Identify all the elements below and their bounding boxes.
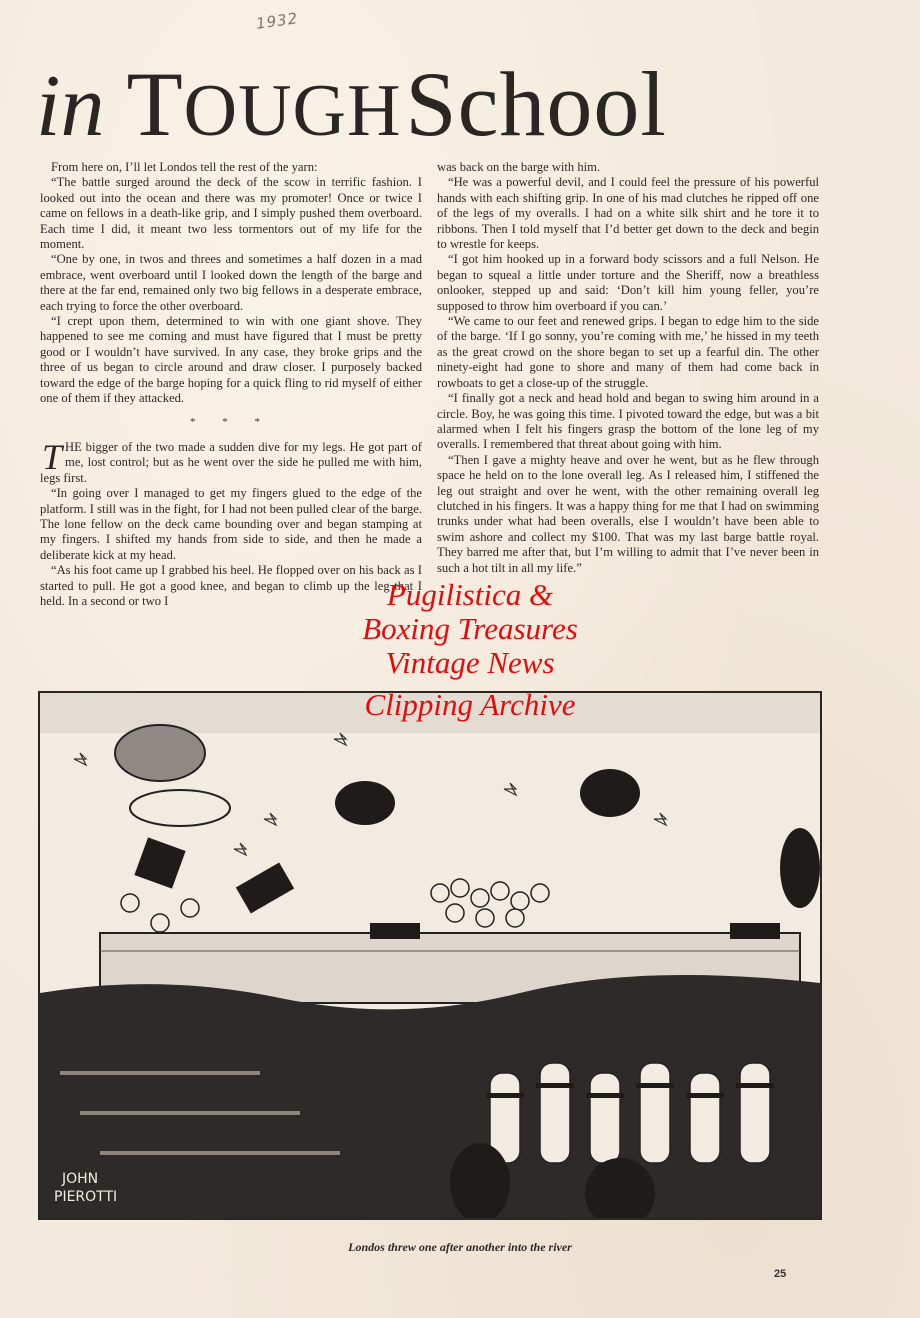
title-word-school: School <box>405 53 667 155</box>
paragraph: “I crept upon them, determined to win with one giant shove. They happened to see me coming and must have figured that I must be pretty good or I wouldn’t have survived. In any case, they broke grips and the three of us began to circle around and draw closer. I purposely backed toward the edge of the barge hoping for a quick fling to rid myself of either one of them if they attacked. <box>40 314 422 406</box>
drop-cap: T <box>42 436 63 477</box>
watermark-line: Pugilistica & <box>386 577 554 612</box>
cartoon-drawing <box>40 693 820 1218</box>
watermark-line: Vintage News <box>385 645 555 680</box>
handwritten-year-note: 1932 <box>254 9 300 33</box>
title-initial: T <box>126 53 184 155</box>
paragraph-continuation: was back on the barge with him. <box>437 160 601 174</box>
paragraph: “One by one, in twos and threes and sometimes a half dozen in a mad embrace, went overboard until I looked down the length of the barge and there at the far end, remained only two big fellows in a desperate embrace, each trying to force the other overboard. <box>40 252 422 313</box>
watermark-line: Boxing Treasures <box>362 611 578 646</box>
title-word-tough <box>126 53 401 155</box>
cartoon-illustration <box>38 691 822 1220</box>
title-prefix: in <box>36 58 105 155</box>
right-text-column <box>437 160 819 576</box>
paragraph: “He was a powerful devil, and I could feel the pressure of his powerful hands with each shifting grip. In one of his mad clutches he ripped off one of the legs of my overalls. I had on a white silk shirt and he tore it to ribbons. Then I told myself that I’d better get down to the deck and begin to wrestle for keeps. <box>437 175 819 252</box>
section-break: * * * <box>190 415 272 428</box>
signature-line1: JOHN <box>62 1171 99 1187</box>
paragraph: From here on, I’ll let Londos tell the rest of the yarn: <box>51 160 318 174</box>
paragraph: “I finally got a neck and head hold and began to swing him around in a circle. Boy, he was going this time. I pivoted toward the edge, but was a bit alarmed when I felt his fingers grasp the bottom of the lone leg of my overalls. I remembered that threat about going with him. <box>437 391 819 452</box>
article-title <box>36 53 836 158</box>
page-number: 25 <box>774 1268 787 1280</box>
paragraph: “In going over I managed to get my fingers glued to the edge of the platform. I still was in the fight, for I had not been pulled clear of the barge. The lone fellow on the deck came bounding over and began stamping at my fingers. I shifted my hands from side to side, and then he made a deliberate kick at my head. <box>40 486 422 562</box>
paragraph: “The battle surged around the deck of the scow in terrific fashion. I looked out into the ocean and there was my promoter! Once or twice I came on fellows in a death-like grip, and I simply pushed them overboard. Each time I did, it meant two less tormentors out of my life for the moment. <box>40 175 422 252</box>
title-smallcaps: OUGH <box>183 70 402 152</box>
paragraph: “I got him hooked up in a forward body scissors and a full Nelson. He began to squeal a little under torture and the Sheriff, now a breathless onlooker, stepped up and said: ‘Don’t kill him young feller, you’re supposed to throw him overboard if you can.’ <box>437 252 819 313</box>
dropcap-paragraph-text: HE bigger of the two made a sudden dive for my legs. He got part of me, lost control; but as he went over the side he pulled me with him, legs first. <box>40 439 422 485</box>
illustration-caption: Londos threw one after another into the river <box>348 1240 572 1254</box>
paragraph: “Then I gave a mighty heave and over he went, but as he flew through space he held on to the lone overall leg. As I released him, I stiffened the leg out straight and over he went, with the other remaining overall leg clutched in his fingers. It was a happy thing for me that I had on swimming trunks under what had been overalls, else I wouldn’t have been able to swim ashore and collect my $100. That was my last barge battle royal. They barred me after that, but I’m willing to admit that I’ve never been in such a hot tilt in all my life.” <box>437 452 819 575</box>
left-text-column <box>40 160 422 609</box>
dropcap-paragraph <box>40 436 422 486</box>
watermark-line: Clipping Archive <box>364 687 576 722</box>
paragraph: “As his foot came up I grabbed his heel. He flopped over on his back as I started to pull. He got a good knee, and began to climb up the leg that I held. In a second or two I <box>40 563 422 608</box>
signature-line2: PIEROTTI <box>54 1189 118 1205</box>
paragraph: “We came to our feet and renewed grips. I began to edge him to the side of the barge. ‘If I go sonny, you’re coming with me,’ he hissed in my teeth as the great crowd on the shore began to set up a fearful din. The other ninety-eight had gone to shore and many of them had come back in rowboats to get a close-up of the struggle. <box>437 314 819 390</box>
